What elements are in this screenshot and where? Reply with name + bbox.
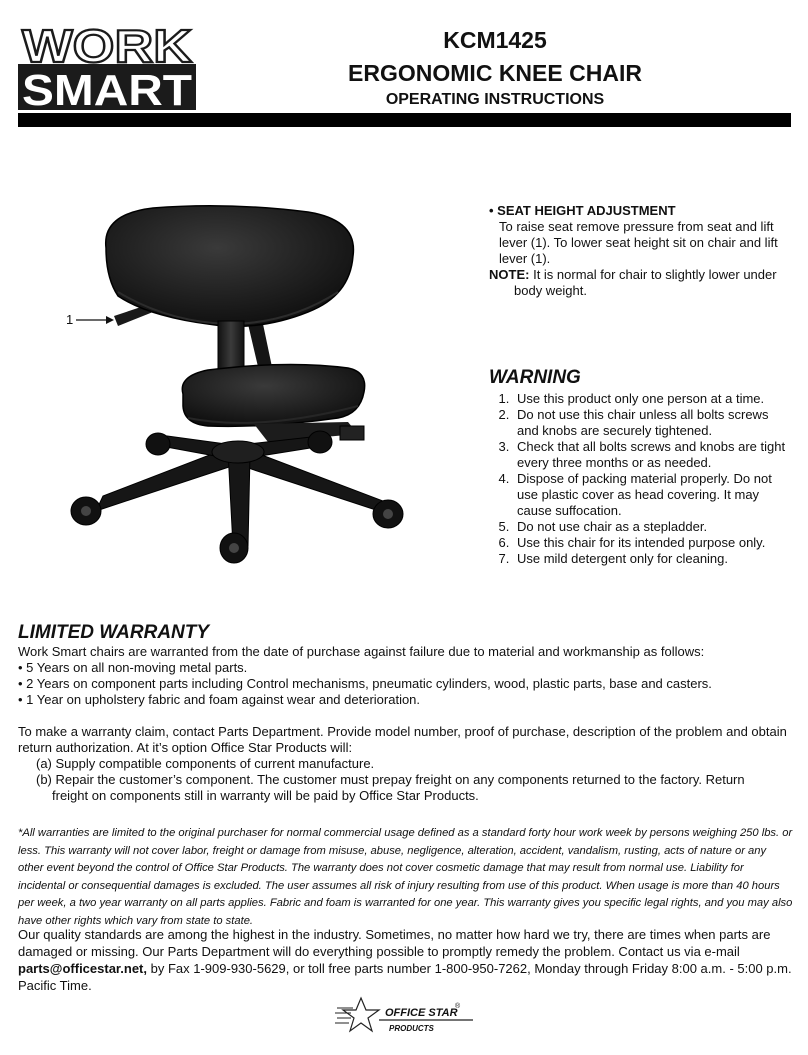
warranty-option-b-continued: freight on components still in warranty will be paid by Office Star Products. <box>52 788 479 803</box>
model-number: KCM1425 <box>443 27 547 53</box>
title-block <box>300 26 690 110</box>
note-label: NOTE: <box>489 267 530 282</box>
limited-warranty-section <box>18 622 793 804</box>
warning-section <box>489 367 791 567</box>
logo-word-smart: SMART <box>22 66 193 110</box>
seat-adjustment-text: To raise seat remove pressure from seat and lift lever (1). To lower seat height sit on chair and lift lever (1). <box>499 219 778 266</box>
warranty-bullet: • 5 Years on all non-moving metal parts. <box>18 660 248 675</box>
parts-email-link[interactable]: parts@officestar.net, <box>18 961 147 976</box>
seat-adjustment-heading: • SEAT HEIGHT ADJUSTMENT <box>489 203 676 218</box>
lever-callout-label: 1 <box>66 312 74 327</box>
logo-word-work: WORK <box>22 22 192 72</box>
warning-item: 7. Use mild detergent only for cleaning. <box>513 551 791 567</box>
office-star-wordmark: OFFICE STAR <box>385 1007 458 1019</box>
quality-contact-paragraph <box>18 926 793 994</box>
header-rule <box>18 113 791 127</box>
warranty-bullet: • 2 Years on component parts including Control mechanisms, pneumatic cylinders, wood, plastic parts, base and casters. <box>18 676 712 691</box>
warning-list <box>489 391 791 567</box>
quality-text: Our quality standards are among the highest in the industry. Sometimes, no matter how hard we try, there are times when parts are damaged or missing. Our Parts Department will do everything possible to promptly remedy the problem. Contact us via e-mail <box>18 927 771 959</box>
warning-item: 6. Use this chair for its intended purpose only. <box>513 535 791 551</box>
warranty-claim: To make a warranty claim, contact Parts Department. Provide model number, proof of purchase, description of the problem and obtain return authorization. At it’s option Office Star Products will: <box>18 724 787 755</box>
contact-details: by Fax 1-909-930-5629, or toll free parts number 1-800-950-7262, Monday through Friday 8:00 a.m. - 5:00 p.m. Pacific Time. <box>18 961 792 993</box>
warning-heading: WARNING <box>489 367 581 388</box>
product-name: ERGONOMIC KNEE CHAIR <box>348 60 642 86</box>
warranty-heading: LIMITED WARRANTY <box>18 622 210 643</box>
seat-height-adjustment <box>489 203 791 299</box>
warranty-bullet: • 1 Year on upholstery fabric and foam against wear and deterioration. <box>18 692 421 707</box>
products-wordmark: PRODUCTS <box>389 1024 434 1033</box>
office-star-logo <box>333 996 475 1034</box>
warning-item: 5. Do not use chair as a stepladder. <box>513 519 791 535</box>
note <box>489 267 791 283</box>
warning-item: 3. Check that all bolts screws and knobs are tight every three months or as needed. <box>513 439 791 471</box>
registered-mark: ® <box>455 1003 461 1010</box>
work-smart-logo <box>18 22 196 110</box>
note-first-line: It is normal for chair to slightly lower under <box>533 267 777 282</box>
warranty-option-b: (b) Repair the customer’s component. The customer must prepay freight on any components returned to the factory. Return <box>36 772 745 787</box>
warranty-disclaimer: *All warranties are limited to the original purchaser for normal commercial usage defined as a standard forty hour work week by persons weighing 250 lbs. or less. This warranty will not cover labor, freight or damage from misuse, abuse, negligence, alteration, accident, vandalism, rusting, acts of nature or any other event beyond the control of Office Star Products. The warranty does not cover cosmetic damage that may result from normal use. Liability for incidental or consequential damages is excluded. The user assumes all risk of injury resulting from use of this product. When usage is more than 40 hours per week, a two year warranty on all parts applies. Fabric and foam is warranted for one year. This warranty gives you specific legal rights, and you may also have other rights which vary from state to state. <box>18 827 793 927</box>
warning-item: 1. Use this product only one person at a time. <box>513 391 791 407</box>
warranty-option-a: (a) Supply compatible components of current manufacture. <box>36 756 375 771</box>
knee-chair-illustration <box>58 196 418 576</box>
star-icon <box>343 998 379 1031</box>
document-subtitle: OPERATING INSTRUCTIONS <box>385 91 605 108</box>
warning-item: 2. Do not use this chair unless all bolts screws and knobs are securely tightened. <box>513 407 791 439</box>
warranty-intro: Work Smart chairs are warranted from the date of purchase against failure due to material and workmanship as follows: <box>18 644 705 659</box>
warning-item: 4. Dispose of packing material properly. Do not use plastic cover as head covering. It may cause suffocation. <box>513 471 791 519</box>
note-second-line: body weight. <box>514 283 587 298</box>
